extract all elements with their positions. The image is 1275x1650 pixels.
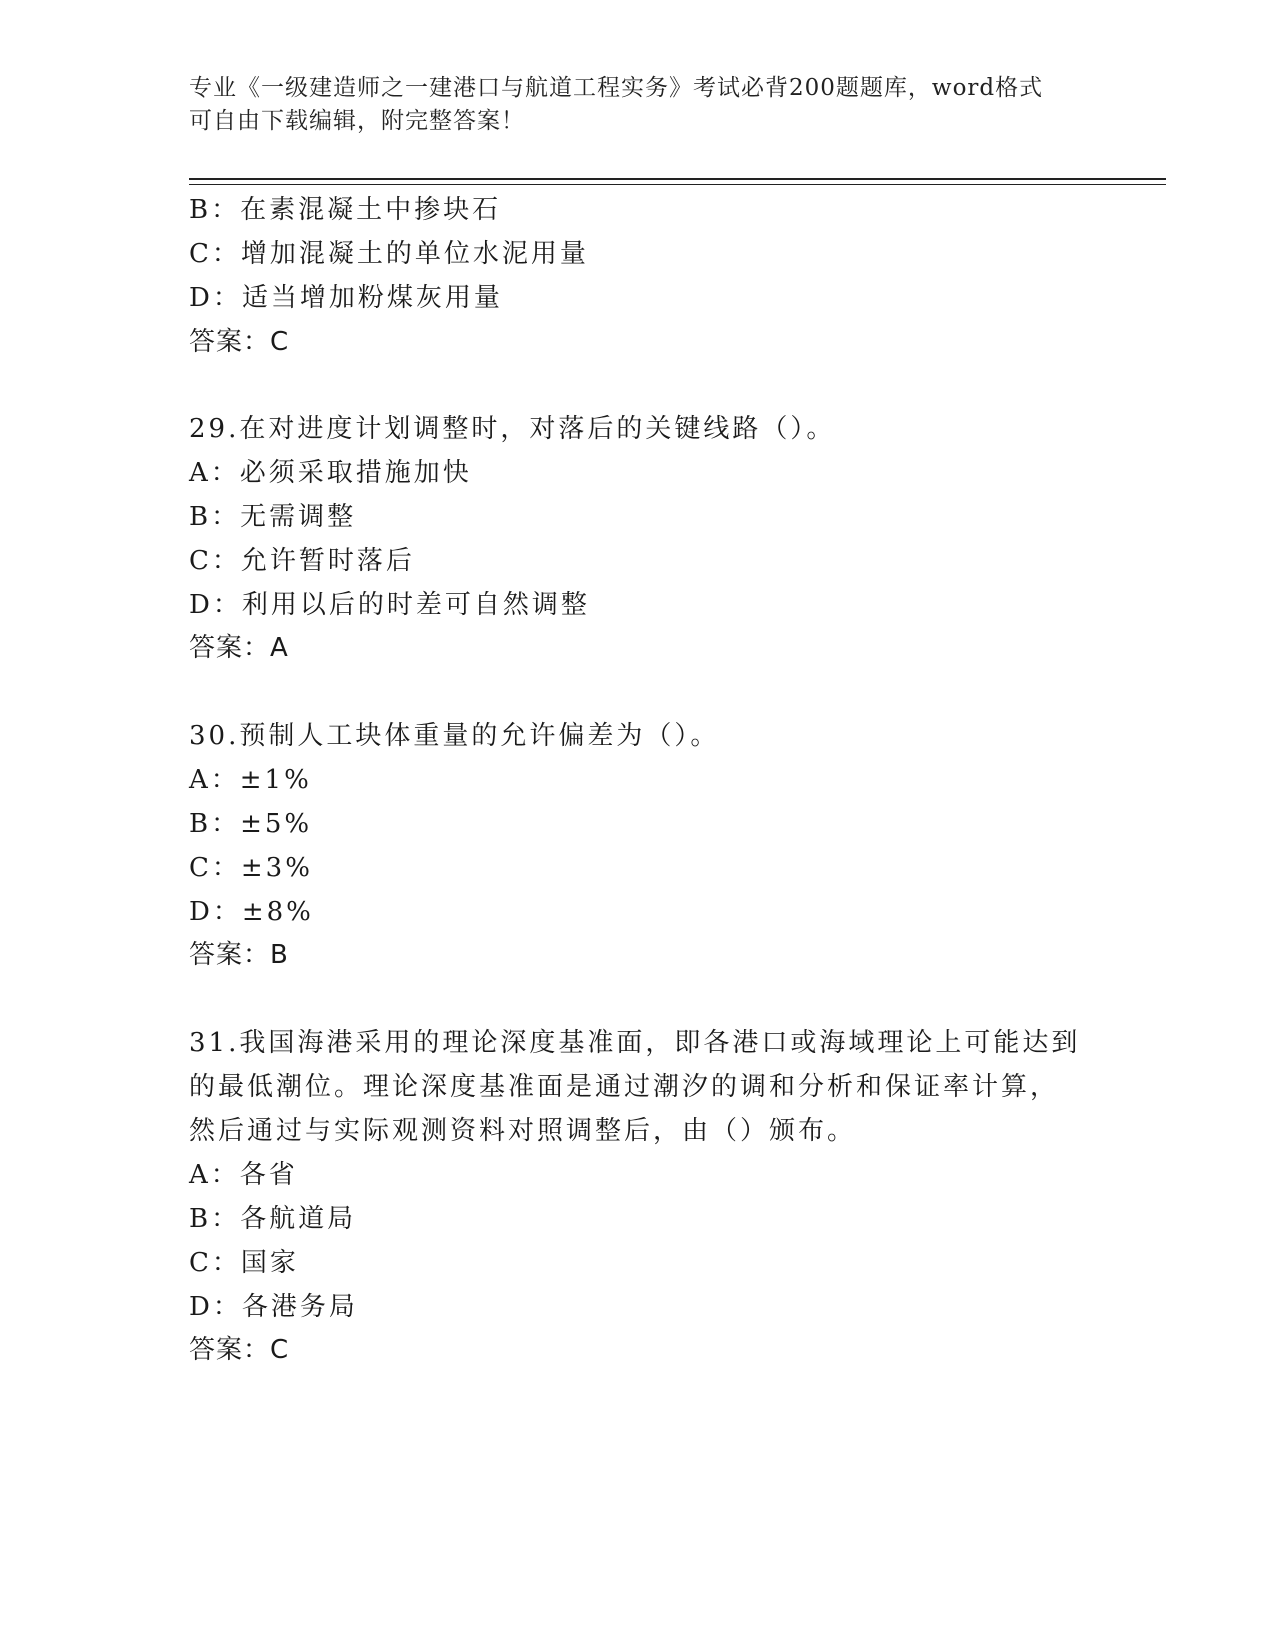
document-header: [189, 72, 1069, 138]
q29-option-c: C：允许暂时落后: [189, 546, 415, 576]
q31-stem-line-2: 的最低潮位。理论深度基准面是通过潮汐的调和分析和保证率计算，: [189, 1072, 1060, 1102]
q30-answer: 答案：B: [189, 940, 289, 970]
q31-option-c: C：国家: [189, 1248, 299, 1278]
q30-stem: 30.预制人工块体重量的允许偏差为（）。: [189, 721, 720, 751]
q31-stem-line-3: 然后通过与实际观测资料对照调整后，由（）颁布。: [189, 1116, 857, 1146]
q29-answer: 答案：A: [189, 633, 289, 663]
q30-option-a: A：±1%: [189, 765, 312, 795]
header-divider-thin: [189, 184, 1166, 185]
header-line-2: 可自由下载编辑，附完整答案！: [189, 108, 525, 134]
header-line-1: 专业《一级建造师之一建港口与航道工程实务》考试必背200题题库，word格式: [189, 75, 1044, 101]
q31-option-d: D：各港务局: [189, 1292, 358, 1322]
q31-stem-line-1: 31.我国海港采用的理论深度基准面，即各港口或海域理论上可能达到: [189, 1028, 1081, 1058]
q30-option-b: B：±5%: [189, 809, 313, 839]
q29-option-d: D：利用以后的时差可自然调整: [189, 590, 590, 620]
q31-answer: 答案：C: [189, 1335, 290, 1365]
q28-option-b: B：在素混凝土中掺块石: [189, 195, 502, 225]
q28-answer: 答案：C: [189, 327, 290, 357]
header-divider-thick: [189, 178, 1166, 180]
q31-option-b: B：各航道局: [189, 1204, 357, 1234]
q28-option-d: D：适当增加粉煤灰用量: [189, 283, 503, 313]
q31-option-a: A：各省: [189, 1160, 298, 1190]
q28-option-c: C：增加混凝土的单位水泥用量: [189, 239, 589, 269]
q30-option-c: C：±3%: [189, 853, 313, 883]
q30-option-d: D：±8%: [189, 897, 314, 927]
q29-option-a: A：必须采取措施加快: [189, 458, 472, 488]
q29-stem: 29.在对进度计划调整时，对落后的关键线路（）。: [189, 414, 836, 444]
q29-option-b: B：无需调整: [189, 502, 357, 532]
